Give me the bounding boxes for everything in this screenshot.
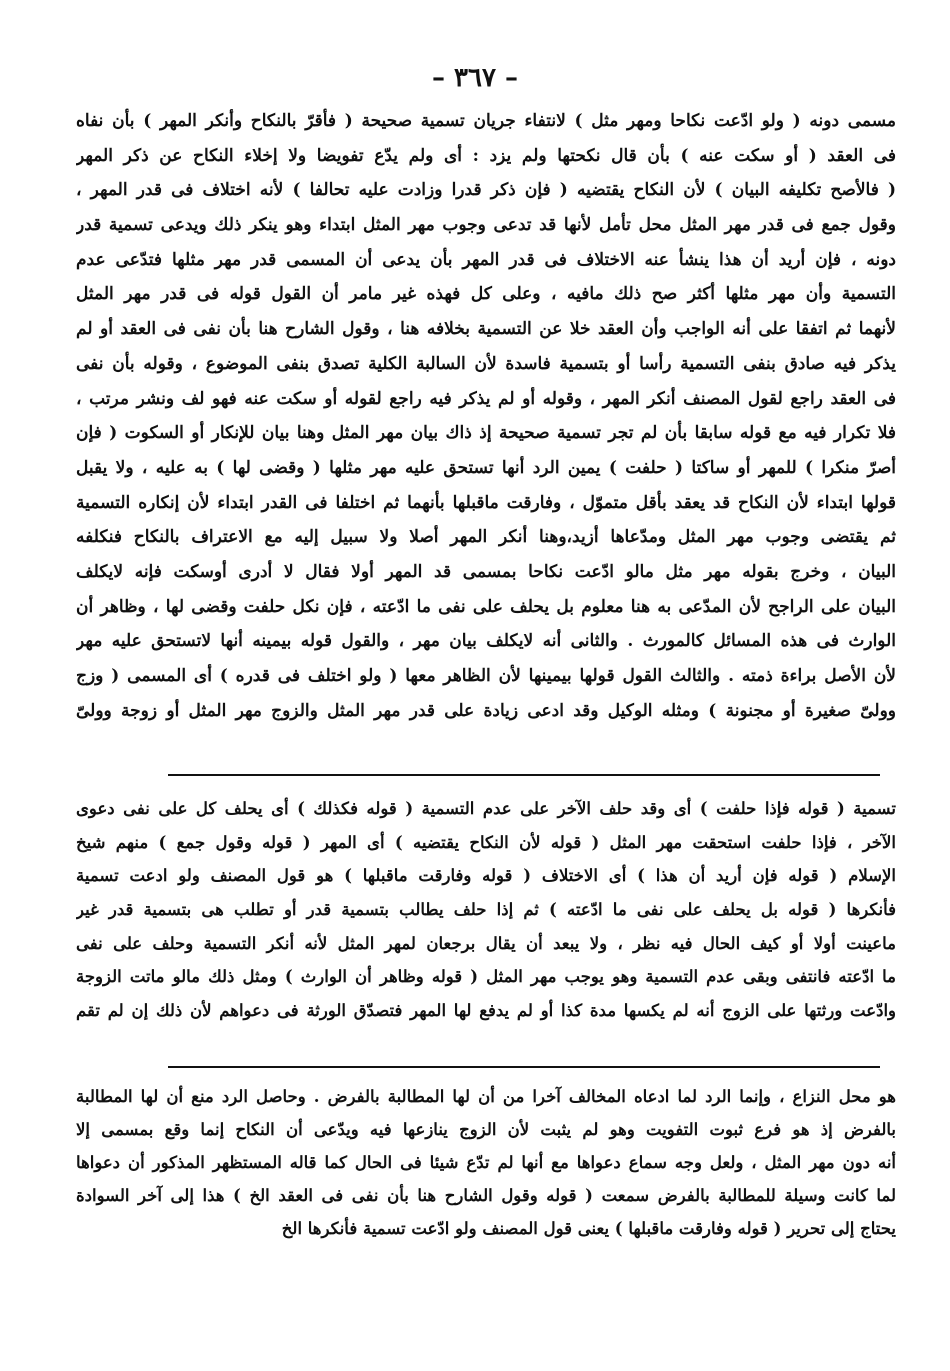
page-number: – ٣٦٧ – bbox=[431, 63, 519, 93]
section-divider bbox=[168, 1066, 880, 1068]
main-text-line: مسمى دونه ( ولو ادّعت نكاحا ومهر مثل ) لانتفاء جريان تسمية صحيحة ( فأقرّ بالنكاح وأنكر المهر ) بأن نفاه bbox=[76, 111, 896, 131]
commentary-line: ماعينت أولا أو كيف الحال فيه نظر ، ولا يبعد أن يقال برجعان لمهر المثل لأنه أنكر التسمية وحلف على نفى bbox=[76, 933, 896, 953]
main-text-block bbox=[76, 104, 896, 728]
commentary-line: بالفرض إذ هو فرع ثبوت التفويت وهو لم يثبت لأن الزوج ينازعها فيه ويدّعى أن النكاح إنما وقع بمسمى إلا bbox=[76, 1120, 896, 1139]
commentary-line: لما كانت وسيلة للمطالبة بالفرض سمعت ( قوله وقول الشارح هنا بأن نفى فى العقد الخ ) هذا إلى آخر السوادة bbox=[76, 1186, 896, 1205]
commentary-line: ما ادّعته فانتفى وبقى عدم التسمية وهو يوجب مهر المثل ( قوله وظاهر أن الوارث ) ومثل ذلك مالو ماتت الزوجة bbox=[76, 967, 896, 987]
main-text-line: فى العقد راجع لقول المصنف أنكر المهر ، وقوله أو لم يذكر فيه راجع لقوله أو سكت عنه فهو لف ونشر مرتب ، bbox=[76, 388, 896, 409]
main-text-line: ثم يقتضى وجوب مهر المثل ومدّعاها أزيد،وهنا أنكر المهر أصلا ولا سبيل إليه مع الاعتراف بالنكاح فنكلفه bbox=[76, 527, 896, 548]
main-text-line: فى العقد ( أو سكت عنه ) بأن قال نكحتها ولم يزد : أى ولم يدّع تفويضا ولا إخلاء النكاح عن ذكر المهر bbox=[76, 145, 896, 166]
commentary-line: هو محل النزاع ، وإنما الرد لما ادعاه المخالف آخرا من أن لها المطالبة بالفرض . وحاصل الرد منع أن لها المطالبة bbox=[76, 1087, 896, 1106]
main-text-line: يذكر فيه صادق بنفى التسمية رأسا أو بتسمية فاسدة لأن السالبة الكلية تصدق بنفى الموضوع ، وقوله بأن نفى bbox=[76, 353, 896, 374]
main-text-line: البيان على الراجح لأن المدّعى به هنا معلوم بل يحلف على نفى ما ادّعته ، فإن نكل حلفت وقضى لها ، وظاهر أن bbox=[76, 596, 896, 617]
commentary-block-2 bbox=[76, 1080, 896, 1245]
main-text-line: الوارث فى هذه المسائل كالمورث . والثانى أنه لايكلف بيان مهر ، والقول قوله بيمينه أنها لاتستحق عليه مهر bbox=[76, 631, 896, 652]
main-text-line: قولها ابتداء لأن النكاح قد يعقد بأقل متموّل ، وفارقت ماقبلها بأنهما ثم اختلفا فى القدر ابتداء لأن إنكاره التسمية bbox=[76, 492, 896, 513]
commentary-line: تسمية ( قوله فإذا حلفت ) أى وقد حلف الآخر على عدم التسمية ( قوله فكذلك ) أى يحلف كل على نفى دعوى bbox=[76, 799, 896, 818]
commentary-line: يحتاج إلى تحرير ( قوله وفارقت ماقبلها ) يعنى قول المصنف ولو ادّعت تسمية فأنكرها الخ bbox=[281, 1219, 896, 1238]
main-text-line: وقول جمع فى قدر مهر المثل محل تأمل لأنها قد تدعى وجوب مهر المثل ابتداء وهو ينكر ذلك ويدعى تسمية قدر bbox=[76, 215, 896, 236]
main-text-line: البيان ، وخرج بقوله مهر مثل مالو ادّعت نكاحا بمسمى قد المهر أولا فقال لا أدرى أوسكت فإنه لايكلف bbox=[76, 561, 896, 582]
main-text-line: دونه ، فإن أريد أن هذا ينشأ عنه الاختلاف فى قدر المهر بأن يدعى أن المسمى قدر مهر مثلها فتدّعى عدم bbox=[76, 249, 896, 270]
commentary-line: الآخر ، فإذا حلفت استحقت مهر المثل ( قوله لأن النكاح يقتضيه ) أى المهر ( قوله وقول جمع ) منهم شيخ bbox=[76, 832, 896, 852]
commentary-line: أنه دون مهر المثل ، ولعل وجه سماع دعواها مع أنها لم تدّع شيئا فى الحال كما قاله المستظهر المذكور أن دعواها bbox=[76, 1153, 896, 1172]
main-text-line: وولىّ صغيرة أو مجنونة ) ومثله الوكيل وقد ادعى زيادة على قدر مهر المثل والزوج مهر المثل أو زوجة وولىّ bbox=[76, 700, 896, 721]
commentary-block-1 bbox=[76, 792, 896, 1028]
main-text-line: ( فالأصح تكليفه البيان ) لأن النكاح يقتضيه ( فإن ذكر قدرا وزادت عليه تحالفا ) لأنه اختلاف فى قدر المهر ، bbox=[76, 180, 896, 201]
main-text-line: أصرّ منكرا ) للمهر أو ساكتا ( حلفت ) يمين الرد أنها تستحق عليه مهر مثلها ( وقضى لها ) به عليه ، ولا يقبل bbox=[76, 457, 896, 478]
commentary-line: فأنكرها ( قوله بل يحلف على نفى ما ادّعته ) ثم إذا حلف يطالب بتسمية قدر أو تطلب هى بتسمية قدر غير bbox=[76, 900, 896, 920]
main-text-line: فلا تكرار فيه مع قوله سابقا بأن لم تجر تسمية صحيحة إذ ذاك بيان مهر المثل وهنا بيان للإنكار أو السكوت ( فإن bbox=[76, 423, 896, 444]
main-text-line: لأن الأصل براءة ذمته . والثالث القول قولها بيمينها لأن الظاهر معها ( ولو اختلف فى قدره ) أى المسمى ( وزج bbox=[76, 666, 896, 686]
main-text-line: التسمية وأن مهر مثلها أكثر صح ذلك مافيه ، وعلى كل فهذه غير مامر أن القول قوله فى قدر مهر المثل bbox=[76, 284, 896, 305]
section-divider bbox=[168, 774, 880, 776]
commentary-line: الإسلام ( قوله فإن أريد أن هذا ) أى الاختلاف ( قوله وفارقت ماقبلها ) هو قول المصنف ولو ادعت تسمية bbox=[76, 866, 896, 886]
commentary-line: وادّعت ورثتها على الزوج أنه لم يكسها مدة كذا أو لم يدفع لها المهر فتصدّق الورثة فى دعواهم لأن ذلك إن لم تقم bbox=[76, 1001, 896, 1021]
main-text-line: لأنهما ثم اتفقا على أنه الواجب وأن العقد خلا عن التسمية بخلافه هنا ، وقول الشارح هنا بأن نفى فى العقد أو لم bbox=[76, 319, 896, 340]
